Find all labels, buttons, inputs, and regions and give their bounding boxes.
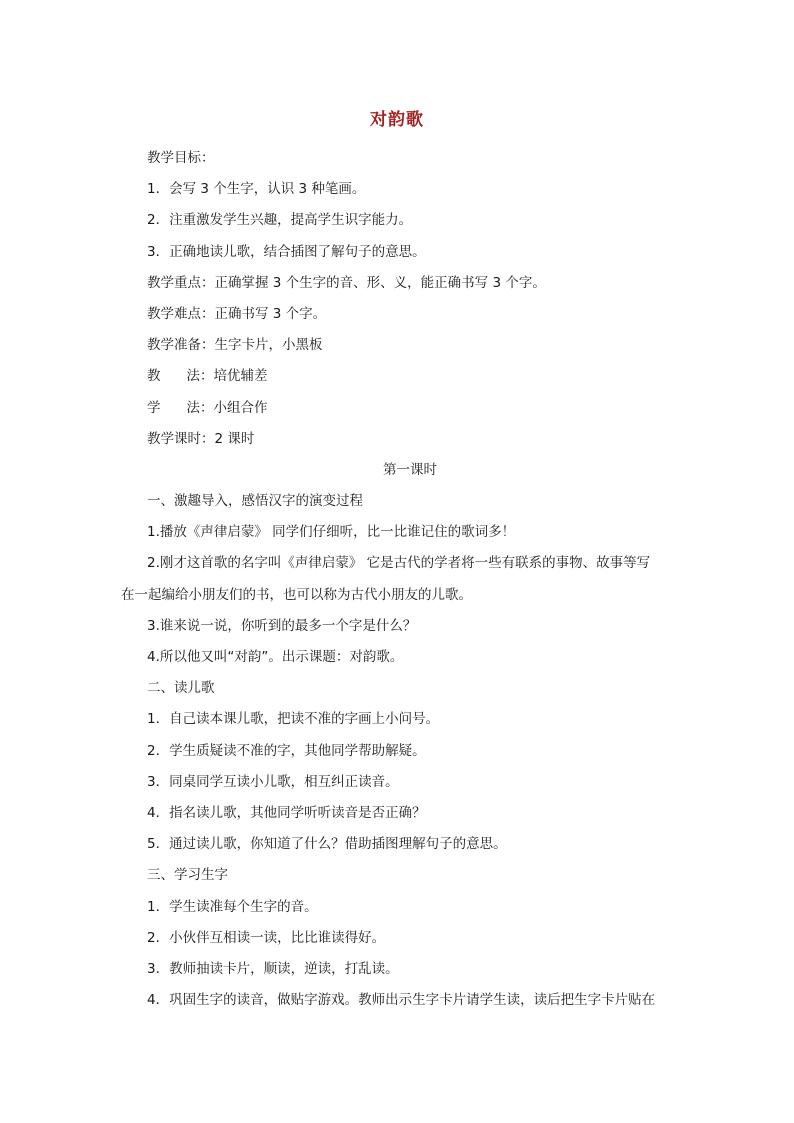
section-heading: 一、激趣导入，感悟汉字的演变过程 — [147, 493, 363, 510]
section-heading-objectives: 教学目标： — [147, 150, 215, 166]
step-item: 2.刚才这首歌的名字叫《声律启蒙》 它是古代的学者将一些有联系的事物、故事等写 — [147, 555, 651, 572]
step-item: 3．教师抽读卡片，顺读，逆读，打乱读。 — [147, 960, 399, 977]
section-heading: 二、读儿歌 — [147, 680, 215, 697]
objective-item: 3．正确地读儿歌，结合插图了解句子的意思。 — [147, 243, 426, 260]
step-item: 1．自己读本课儿歌，把读不准的字画上小问号。 — [147, 711, 440, 728]
step-item: 3.谁来说一说，你听到的最多一个字是什么？ — [147, 617, 417, 634]
step-item: 3．同桌同学互读小儿歌，相互纠正读音。 — [147, 773, 399, 790]
step-item: 2．学生质疑读不准的字，其他同学帮助解疑。 — [147, 742, 426, 759]
learning-method-line — [0, 393, 794, 424]
step-item: 2．小伙伴互相读一读，比比谁读得好。 — [147, 929, 386, 946]
section-heading: 三、学习生字 — [147, 867, 228, 884]
preparation-line: 教学准备：生字卡片，小黑板 — [147, 337, 323, 354]
key-point-line: 教学重点：正确掌握 3 个生字的音、形、义，能正确书写 3 个字。 — [147, 274, 546, 291]
step-item: 1．学生读准每个生字的音。 — [147, 898, 318, 915]
step-item: 1.播放《声律启蒙》 同学们仔细听，比一比谁记住的歌词多！ — [147, 524, 516, 541]
objective-item: 1．会写 3 个生字，认识 3 种笔画。 — [147, 181, 366, 198]
objective-item: 2．注重激发学生兴趣，提高学生识字能力。 — [147, 212, 413, 229]
step-item-continued: 在一起编给小朋友们的书，也可以称为古代小朋友的儿歌。 — [121, 586, 472, 603]
step-item: 4．指名读儿歌，其他同学听听读音是否正确？ — [147, 804, 426, 821]
teaching-method-label: 教 — [147, 368, 161, 385]
difficulty-line: 教学难点：正确书写 3 个字。 — [147, 305, 327, 322]
step-item: 4．巩固生字的读音，做贴字游戏。教师出示生字卡片请学生读，读后把生字卡片贴在 — [147, 992, 656, 1009]
learning-method-label: 学 — [147, 399, 161, 416]
class-hours-line: 教学课时：2 课时 — [147, 430, 255, 447]
learning-method-value: 法：小组合作 — [186, 399, 268, 416]
step-item: 4.所以他又叫“对韵”。出示课题：对韵歌。 — [147, 649, 404, 665]
lesson-heading: 第一课时 — [383, 461, 437, 478]
step-item: 5．通过读儿歌，你知道了什么？借助插图理解句子的意思。 — [147, 836, 507, 853]
teaching-method-line — [0, 361, 794, 392]
document-body — [0, 143, 794, 1016]
document-title: 对韵歌 — [370, 110, 424, 130]
teaching-method-value: 法：培优辅差 — [186, 368, 268, 385]
